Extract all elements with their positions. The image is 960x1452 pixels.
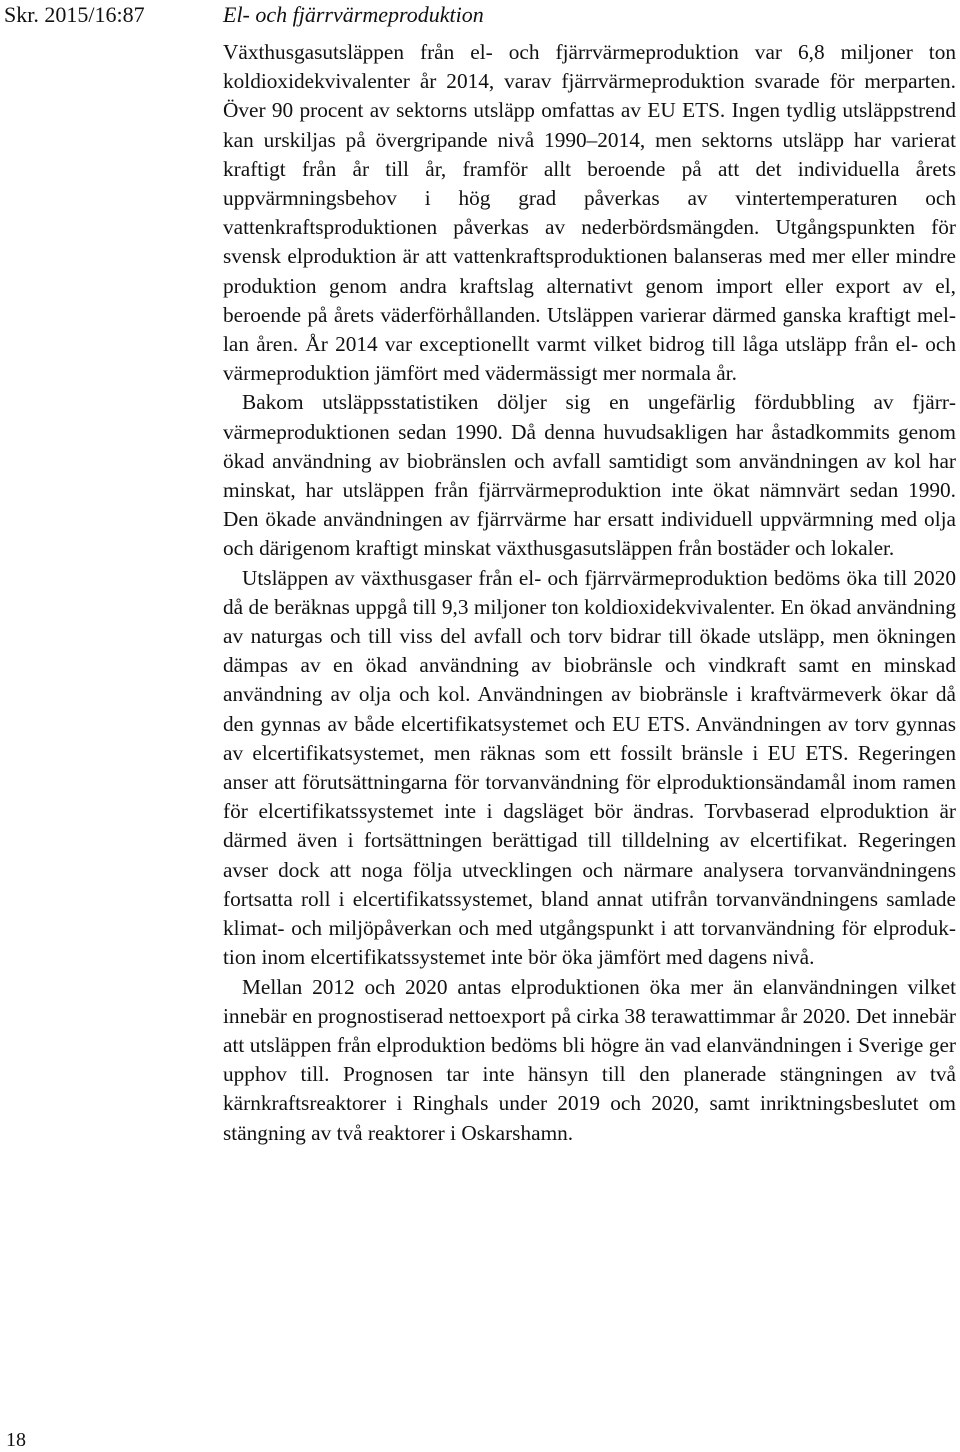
paragraph-1: Växthusgasutsläppen från el- och fjärrvärmeproduktion var 6,8 miljoner ton koldioxidekvivalenter år 2014, varav fjärrvärmeproduktion svarade för merparten. Över 90 procent av sektorns utsläpp omfattas av EU ETS. Ingen tydlig utsläppstrend kan urskiljas på övergripande nivå 1990–2014, men sektorns utsläpp har varierat kraftigt från år till år, framför allt beroende på att det individuella årets uppvärmningsbehov i hög grad påverkas av vintertemperaturen och vattenkraftsproduktionen påverkas av nederbördsmängden. Utgångspunkten för svensk elproduktion är att vattenkraftsproduktionen balanseras med mer eller mindre produktion genom andra kraftslag alternativt genom import eller export av el, beroende på årets väderförhållanden. Utsläppen varierar därmed ganska kraftigt mellan åren. År 2014 var exceptionellt varmt vilket bidrog till låga utsläpp från el- och värmeproduktion jämfört med vädermässigt mer normala år. <box>223 40 956 386</box>
paragraph-2: Bakom utsläppsstatistiken döljer sig en ungefärlig fördubbling av fjärrvärmeproduktionen sedan 1990. Då denna huvudsakligen har åstadkommits genom ökad användning av biobränslen och avfall samtidigt som användningen av kol har minskat, har utsläppen från fjärrvärmeproduktion inte ökat nämnvärt sedan 1990. Den ökade användningen av fjärrvärme har ersatt individuell uppvärmning med olja och därigenom kraftigt minskat växthusgasutsläppen från bostäder och lokaler. <box>223 390 956 561</box>
section-heading: El- och fjärrvärmeproduktion <box>223 2 484 27</box>
paragraph-3: Utsläppen av växthusgaser från el- och fjärrvärmeproduktion bedöms öka till 2020 då de beräknas uppgå till 9,3 miljoner ton koldioxidekvivalenter. En ökad användning av naturgas och till viss del avfall och torv bidrar till ökade utsläpp, men ökningen dämpas av en ökad användning av biobränsle och vindkraft samt en minskad användning av olja och kol. Användningen av biobränsle i kraftvärmeverk ökar då den gynnas av både elcertifikatsystemet och EU ETS. Användningen av torv gynnas av elcertifikatsystemet, men räknas som ett fossilt bränsle i EU ETS. Regeringen anser att förutsättningarna för torvanvändning för elproduktionsändamål inom ramen för elcertifikatssystemet inte i dagsläget bör ändras. Torvbaserad elproduktion är därmed även i fortsättningen berättigad till tilldelning av elcertifikat. Regeringen avser dock att noga följa utvecklingen och närmare analysera torvanvändningens fortsatta roll i elcertifikatssystemet, bland annat utifrån torvanvändningens samlade klimat- och miljöpåverkan och med utgångspunkt i att torvanvändning för elproduktion inom elcertifikatssystemet inte bör öka jämfört med dagens nivå. <box>223 565 956 970</box>
page-number: 18 <box>6 1429 26 1451</box>
document-reference: Skr. 2015/16:87 <box>4 2 145 27</box>
body-text <box>223 38 956 1148</box>
paragraph-4: Mellan 2012 och 2020 antas elproduktionen öka mer än elanvändningen vilket innebär en prognostiserad nettoexport på cirka 38 terawattimmar år 2020. Det innebär att utsläppen från elproduktion bedöms bli högre än vad elanvändningen i Sverige ger upphov till. Prognosen tar inte hänsyn till den planerade stängningen av två kärnkraftsreaktorer i Ringhals under 2019 och 2020, samt inriktningsbeslutet om stängning av två reaktorer i Oskarshamn. <box>223 974 956 1145</box>
